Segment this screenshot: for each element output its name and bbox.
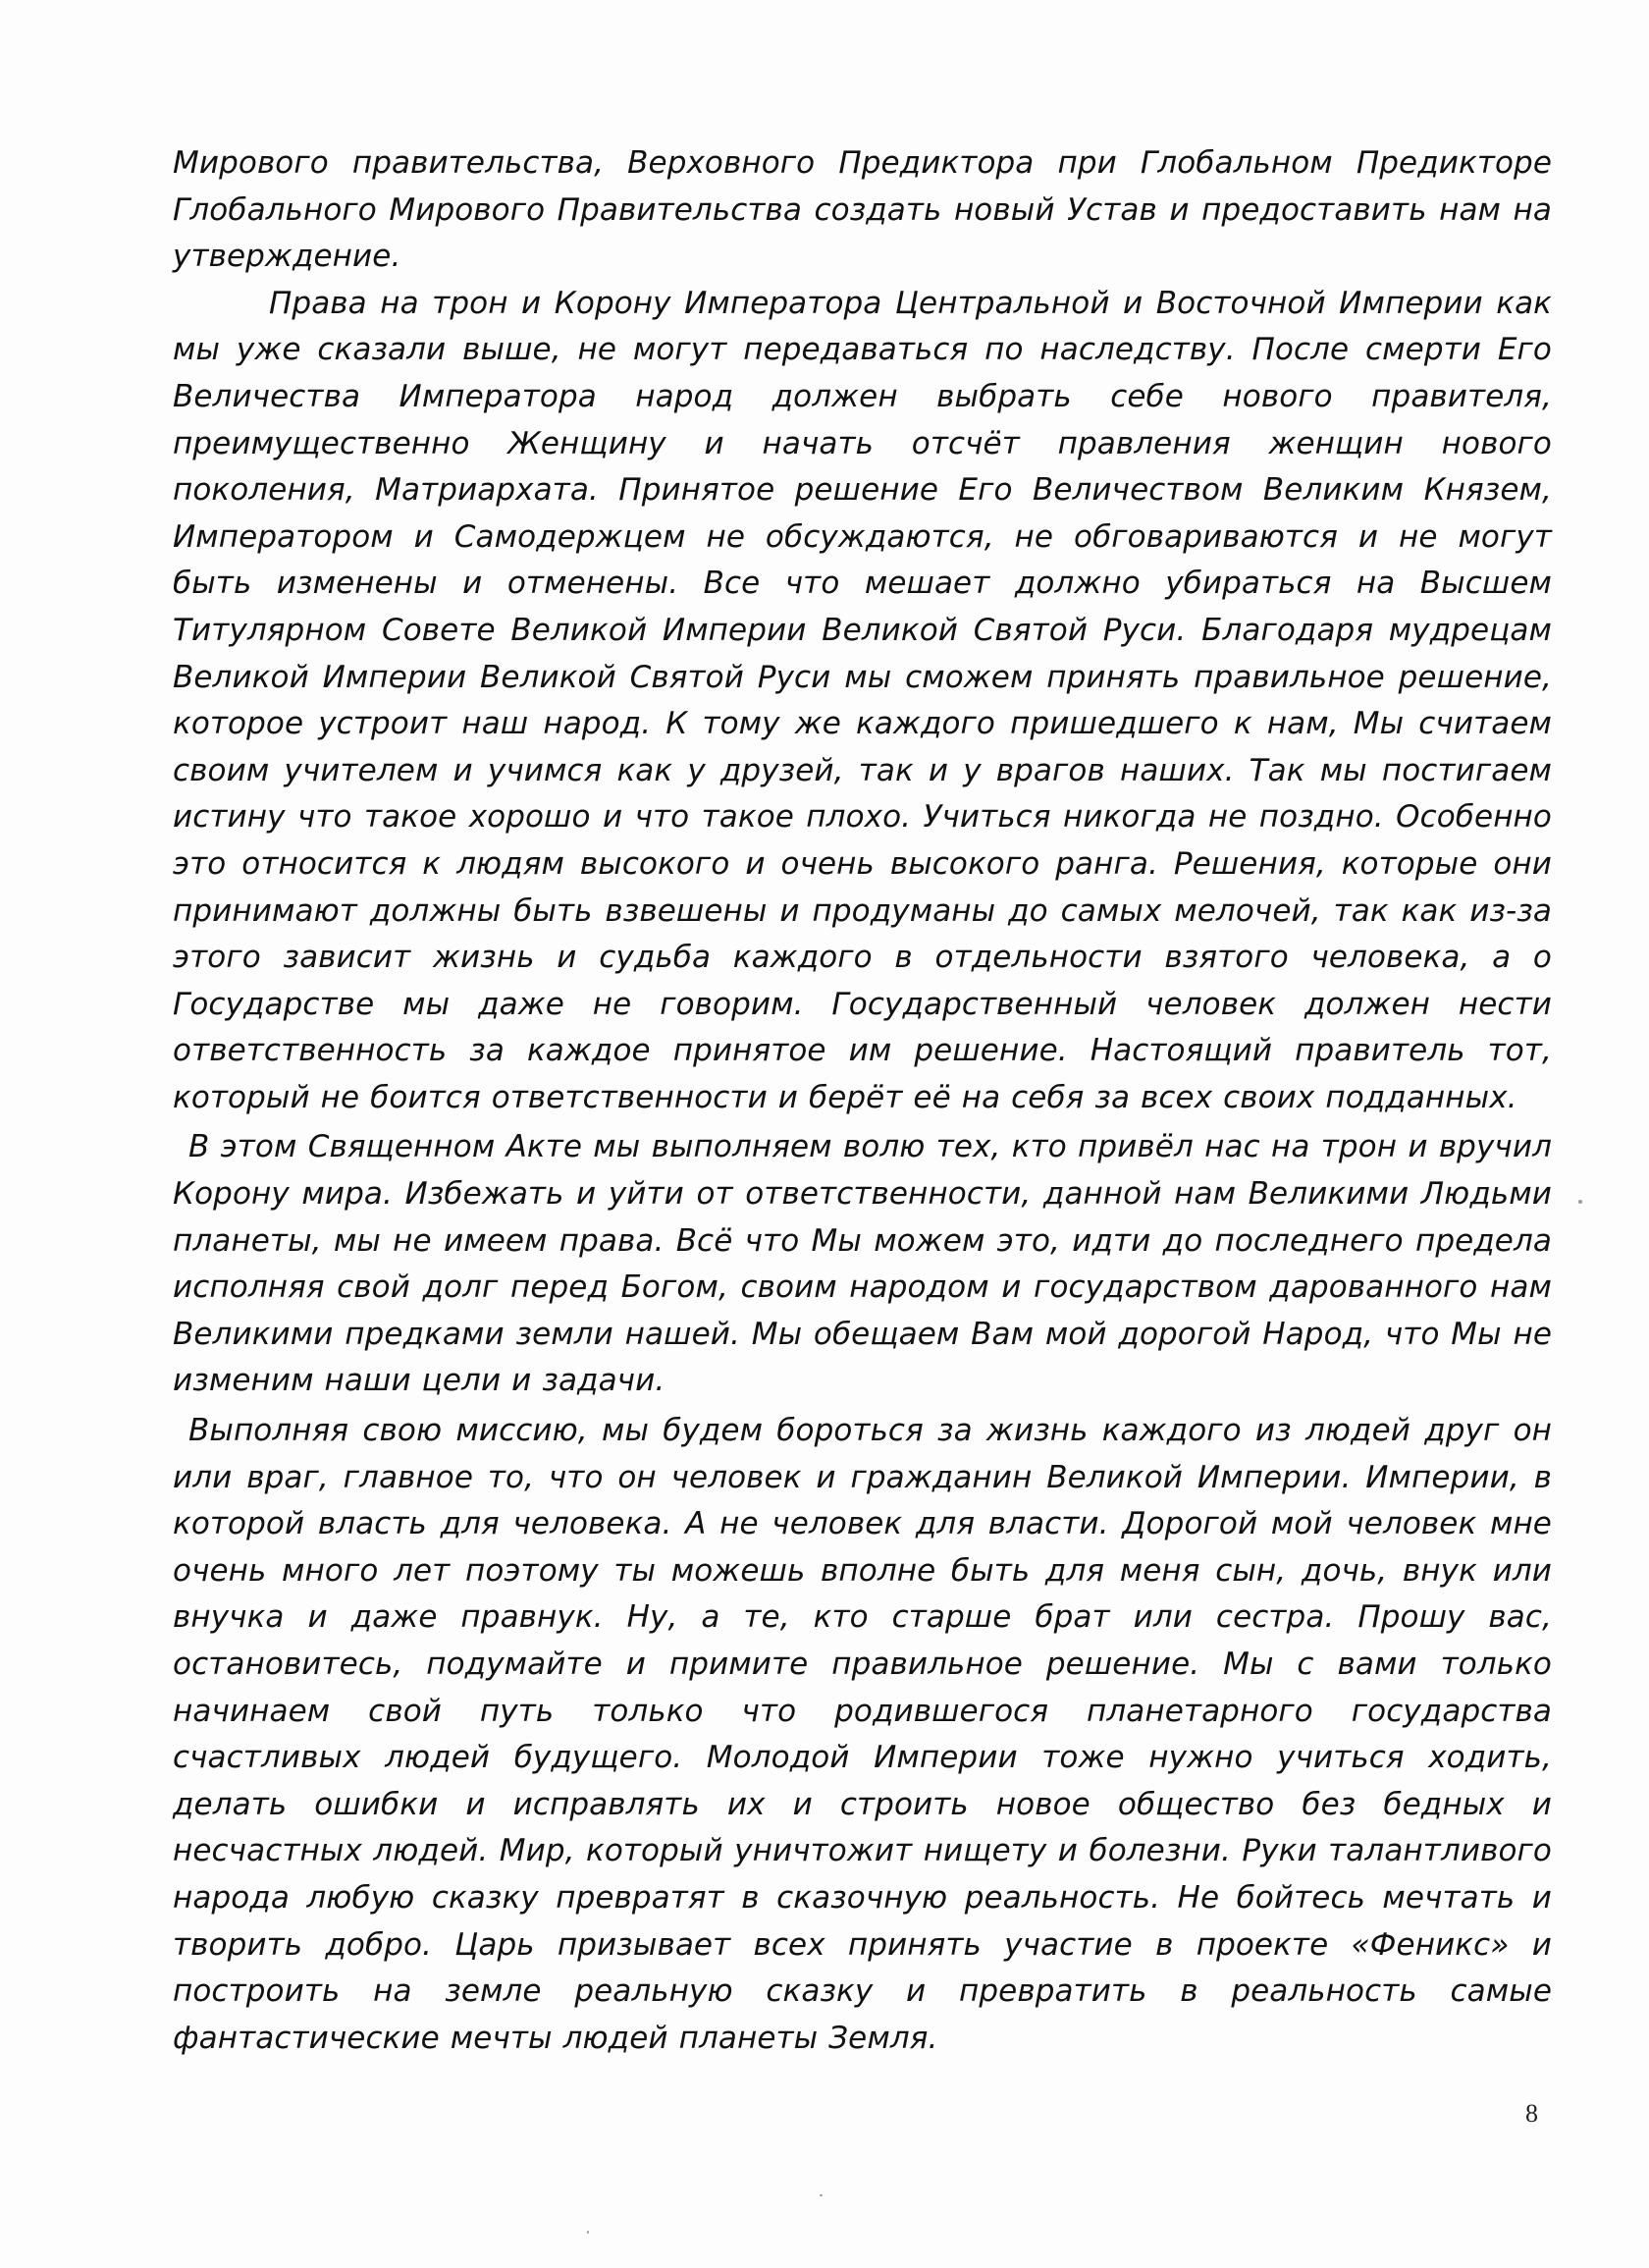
scan-speck [587,2231,589,2234]
paragraph-continued: Мирового правительства, Верховного Предиктора при Глобальном Предикторе Глобального Мирового Правительства создать новый Устав и предоставить нам на утверждение. [173,145,1552,275]
body-text [173,140,1552,2062]
scan-speck [1578,1200,1582,1204]
paragraph-sacred-act: В этом Священном Акте мы выполняем волю тех, кто привёл нас на трон и вручил Корону мира. Избежать и уйти от ответственности, данной нам Великими Людьми планеты, мы не имеем права. Всё что Мы можем это, идти до последнего предела исполняя свой долг перед Богом, своим народом и государством дарованного нам Великими предками земли нашей. Мы обещаем Вам мой дорогой Народ, что Мы не изменим наши цели и задачи. [173,1129,1552,1399]
scan-speck [820,2194,823,2196]
paragraph-throne-rights: Права на трон и Корону Императора Центральной и Восточной Империи как мы уже сказали выше, не могут передаваться по наследству. После смерти Его Величества Императора народ должен выбрать себе нового правителя, преимущественно Женщину и начать отсчёт правления женщин нового поколения, Матриархата. Принятое решение Его Величеством Великим Князем, Императором и Самодержцем не обсуждаются, не обговариваются и не могут быть изменены и отменены. Все что мешает должно убираться на Высшем Титулярном Совете Великой Империи Великой Святой Руси. Благодаря мудрецам Великой Империи Великой Святой Руси мы сможем принять правильное решение, которое устроит наш народ. К тому же каждого пришедшего к нам, Мы считаем своим учителем и учимся как у друзей, так и у врагов наших. Так мы постигаем истину что такое хорошо и что такое плохо. Учиться никогда не поздно. Особенно это относится к людям высокого и очень высокого ранга. Решения, которые они принимают должны быть взвешены и продуманы до самых мелочей, так как из-за этого зависит жизнь и судьба каждого в отдельности взятого человека, а о Государстве мы даже не говорим. Государственный человек должен нести ответственность за каждое принятое им решение. Настоящий правитель тот, который не боится ответственности и берёт её на себя за всех своих подданных. [173,285,1552,1115]
page-number: 8 [1525,2099,1538,2128]
paragraph-mission: Выполняя свою миссию, мы будем бороться за жизнь каждого из людей друг он или враг, главное то, что он человек и гражданин Великой Империи. Империи, в которой власть для человека. А не человек для власти. Дорогой мой человек мне очень много лет поэтому ты можешь вполне быть для меня сын, дочь, внук или внучка и даже правнук. Ну, а те, кто старше брат или сестра. Прошу вас, остановитесь, подумайте и примите правильное решение. Мы с вами только начинаем свой путь только что родившегося планетарного государства счастливых людей будущего. Молодой Империи тоже нужно учиться ходить, делать ошибки и исправлять их и строить новое общество без бедных и несчастных людей. Мир, который уничтожит нищету и болезни. Руки талантливого народа любую сказку превратят в сказочную реальность. Не бойтесь мечтать и творить добро. Царь призывает всех принять участие в проекте «Феникс» и построить на земле реальную сказку и превратить в реальность самые фантастические мечты людей планеты Земля. [173,1413,1552,2056]
